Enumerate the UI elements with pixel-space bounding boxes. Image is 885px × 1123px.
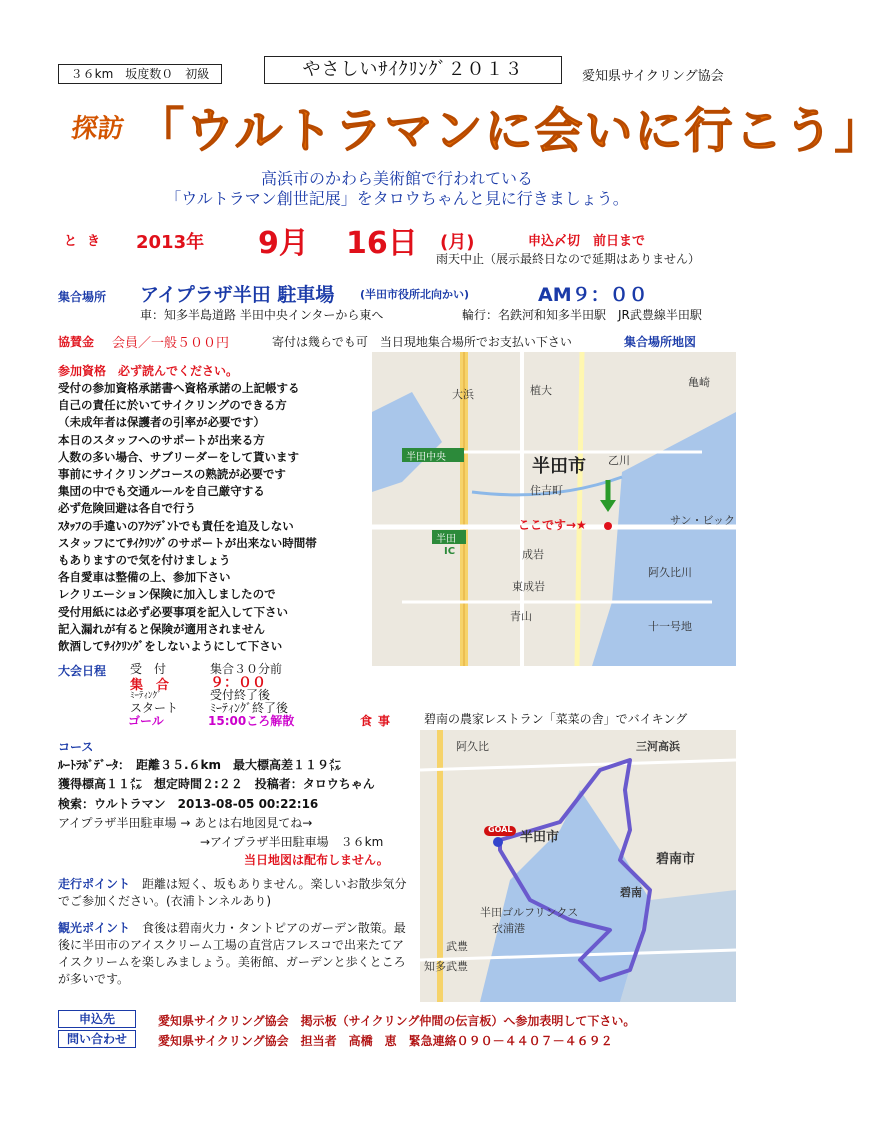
list-item: 記入漏れが有ると保険が適用されません bbox=[58, 621, 265, 636]
map-label: 半田ゴルフリンクス bbox=[480, 906, 579, 919]
map-label: 半田中央 bbox=[406, 452, 446, 463]
map-label: 住吉町 bbox=[530, 484, 563, 497]
meal-value: 碧南の農家レストラン「菜菜の舎」でバイキング bbox=[424, 712, 688, 726]
fee-amount: 会員／一般５００円 bbox=[112, 336, 230, 351]
course-label: コース bbox=[58, 740, 94, 754]
meeting-label: 集合場所 bbox=[58, 290, 107, 304]
meal-label: 食事 bbox=[360, 714, 397, 728]
date-month: 9月 bbox=[258, 226, 309, 261]
apply-text: 愛知県サイクリング協会 掲示板（サイクリング仲間の伝言板）へ参加表明して下さい。 bbox=[158, 1014, 636, 1028]
course-line: ﾙｰﾄﾗﾎﾞﾃﾞｰﾀ： 距離３５.６km 最大標高差１１９㍍ bbox=[58, 758, 342, 772]
meeting-map-label: 集合場所地図 bbox=[624, 335, 697, 349]
map-label: 知多武豊 bbox=[424, 960, 468, 973]
map-marker-label: ここです→★ bbox=[518, 518, 587, 532]
schedule-item-value: ﾐｰﾃｨﾝｸﾞ終了後 bbox=[210, 701, 289, 715]
list-item: スタッフにてｻｲｸﾘﾝｸﾞのサポートが出来ない時間帯 bbox=[58, 535, 317, 550]
map-label: 碧南市 bbox=[656, 852, 696, 867]
sight-point-text: 食後は碧南火力・タントピアのガーデン散策。最後に半田市のアイスクリーム工場の直営店フレスコで出来たてアイスクリームを楽しみましょう。美術館、ガーデンと歩くところが多いです。 bbox=[58, 921, 406, 986]
schedule-item-name: ﾐｰﾃｨﾝｸﾞ bbox=[130, 691, 162, 701]
map-label: 衣浦港 bbox=[492, 922, 525, 935]
meeting-place-map[interactable] bbox=[372, 352, 736, 666]
map-label: 青山 bbox=[510, 610, 532, 623]
list-item: 集団の中でも交通ルールを自己厳守する bbox=[58, 484, 265, 499]
schedule-item-value: 15:00ころ解散 bbox=[208, 714, 295, 728]
meeting-place: アイプラザ半田 駐車場 bbox=[140, 284, 335, 306]
organizer-name: 愛知県サイクリング協会 bbox=[582, 69, 724, 84]
list-item: 各自愛車は整備の上、参加下さい bbox=[58, 570, 231, 585]
list-item: 自己の責任に於いてサイクリングのできる方 bbox=[58, 398, 287, 413]
list-item: （未成年者は保護者の引率が必要です） bbox=[58, 415, 265, 430]
subtitle-line-1: 高浜市のかわら美術館で行われている bbox=[260, 169, 533, 188]
list-item: ｽﾀｯﾌの手違いのｱｸｼﾃﾞﾝﾄでも責任を追及しない bbox=[58, 518, 294, 533]
apply-label: 申込先 bbox=[58, 1010, 136, 1028]
map-label: 阿久比川 bbox=[648, 566, 692, 579]
list-item: 本日のスタッフへのサポートが出来る方 bbox=[58, 432, 265, 447]
map-label: 亀崎 bbox=[688, 376, 710, 389]
main-title-block bbox=[69, 92, 885, 170]
course-tag: ３６km 坂度数０ 初級 bbox=[58, 64, 222, 84]
schedule-item-value: ９：００ bbox=[210, 675, 266, 691]
goal-marker: GOAL bbox=[488, 825, 513, 834]
access-car: 車：知多半島道路 半田中央インターから東へ bbox=[140, 308, 384, 322]
map-label: 乙川 bbox=[608, 454, 630, 467]
requirements-heading: 参加資格 必ず読んでください。 bbox=[58, 364, 239, 378]
map-label: 大浜 bbox=[452, 388, 474, 401]
contact-text: 愛知県サイクリング協会 担当者 高橋 恵 緊急連絡０９０－４４０７－４６９２ bbox=[158, 1034, 613, 1048]
access-train: 輪行：名鉄河和知多半田駅 JR武豊線半田駅 bbox=[462, 308, 702, 322]
schedule-item-value: 受付終了後 bbox=[210, 688, 271, 702]
sight-point-label: 観光ポイント bbox=[58, 921, 131, 935]
fee-note: 寄付は幾らでも可 当日現地集合場所でお支払い下さい bbox=[272, 335, 572, 349]
no-map-notice: 当日地図は配布しません。 bbox=[244, 853, 389, 867]
map-label: 東成岩 bbox=[512, 580, 545, 593]
meeting-place-note: (半田市役所北向かい) bbox=[360, 288, 470, 301]
course-line: 獲得標高１１㍍ 想定時間２:２２ 投稿者：タロウちゃん bbox=[58, 777, 375, 791]
date-year: 2013年 bbox=[136, 232, 205, 253]
list-item: 受付用紙には必ず必要事項を記入して下さい bbox=[58, 604, 288, 619]
list-item: レクリエーション保険に加入しましたので bbox=[58, 587, 276, 602]
map-label: サン・ビック bbox=[670, 514, 736, 527]
list-item: 必ず危険回避は各自で行う bbox=[58, 501, 196, 516]
rain-note: 雨天中止（展示最終日なので延期はありません） bbox=[436, 252, 701, 266]
schedule-item-name: ゴール bbox=[128, 714, 164, 728]
sightseeing-point bbox=[58, 920, 414, 988]
map-label: 半田市 bbox=[520, 830, 560, 845]
list-item: もありますので気を付けましょう bbox=[58, 553, 231, 568]
list-item: 飲酒してｻｲｸﾘﾝｸﾞをしないようにして下さい bbox=[58, 639, 283, 654]
route-map[interactable] bbox=[420, 730, 736, 1002]
ride-point-text: 距離は短く、坂もありません。楽しいお散歩気分でご参加ください。(衣浦トンネルあり) bbox=[58, 877, 407, 908]
map-label: 植大 bbox=[530, 384, 552, 397]
date-weekday: (月) bbox=[440, 232, 475, 253]
map-label: 半田 bbox=[436, 534, 456, 545]
subtitle-line-2: 「ウルトラマン創世記展」をタロウちゃんと見に行きましょう。 bbox=[165, 189, 629, 208]
course-line: →アイプラザ半田駐車場 ３６km bbox=[200, 835, 384, 849]
schedule-item-name: 集 合 bbox=[130, 678, 170, 693]
meeting-time: AM９：００ bbox=[538, 284, 648, 306]
map-label: 成岩 bbox=[522, 548, 544, 561]
list-item: 事前にサイクリングコースの熟読が必要です bbox=[58, 467, 286, 482]
page-title: 「ウルトラマンに会いに行こう」 bbox=[136, 103, 885, 159]
date-label: とき bbox=[64, 234, 111, 249]
title-prefix: 探訪 bbox=[69, 114, 126, 144]
ride-point-label: 走行ポイント bbox=[58, 877, 131, 891]
requirements-list bbox=[58, 362, 368, 655]
schedule-item-name: 受 付 bbox=[130, 662, 167, 676]
map-label: 阿久比 bbox=[456, 740, 489, 753]
course-line: 検索：ウルトラマン 2013-08-05 00:22:16 bbox=[58, 797, 319, 811]
schedule-label: 大会日程 bbox=[58, 664, 107, 678]
map-label: 半田市 bbox=[532, 456, 586, 477]
schedule-item-value: 集合３０分前 bbox=[210, 662, 283, 676]
fee-label: 協賛金 bbox=[58, 335, 95, 349]
map-label: IC bbox=[444, 546, 456, 557]
map-label: 三河高浜 bbox=[636, 740, 680, 753]
course-line: アイプラザ半田駐車場 → あとは右地図見てね→ bbox=[58, 816, 313, 830]
deadline: 申込〆切 前日まで bbox=[528, 234, 646, 249]
map-label: 十一号地 bbox=[648, 620, 692, 633]
ride-point bbox=[58, 876, 414, 910]
map-label: 武豊 bbox=[446, 940, 468, 953]
contact-label: 問い合わせ bbox=[58, 1030, 136, 1048]
schedule-item-name: スタート bbox=[130, 701, 179, 715]
series-title: やさしいｻｲｸﾘﾝｸﾞ２０１３ bbox=[264, 56, 562, 84]
date-day: 16日 bbox=[346, 226, 418, 261]
list-item: 受付の参加資格承諾書へ資格承諾の上記帳する bbox=[58, 381, 300, 395]
map-label: 碧南 bbox=[620, 886, 642, 899]
list-item: 人数の多い場合、サブリーダーをして貰います bbox=[58, 449, 300, 464]
